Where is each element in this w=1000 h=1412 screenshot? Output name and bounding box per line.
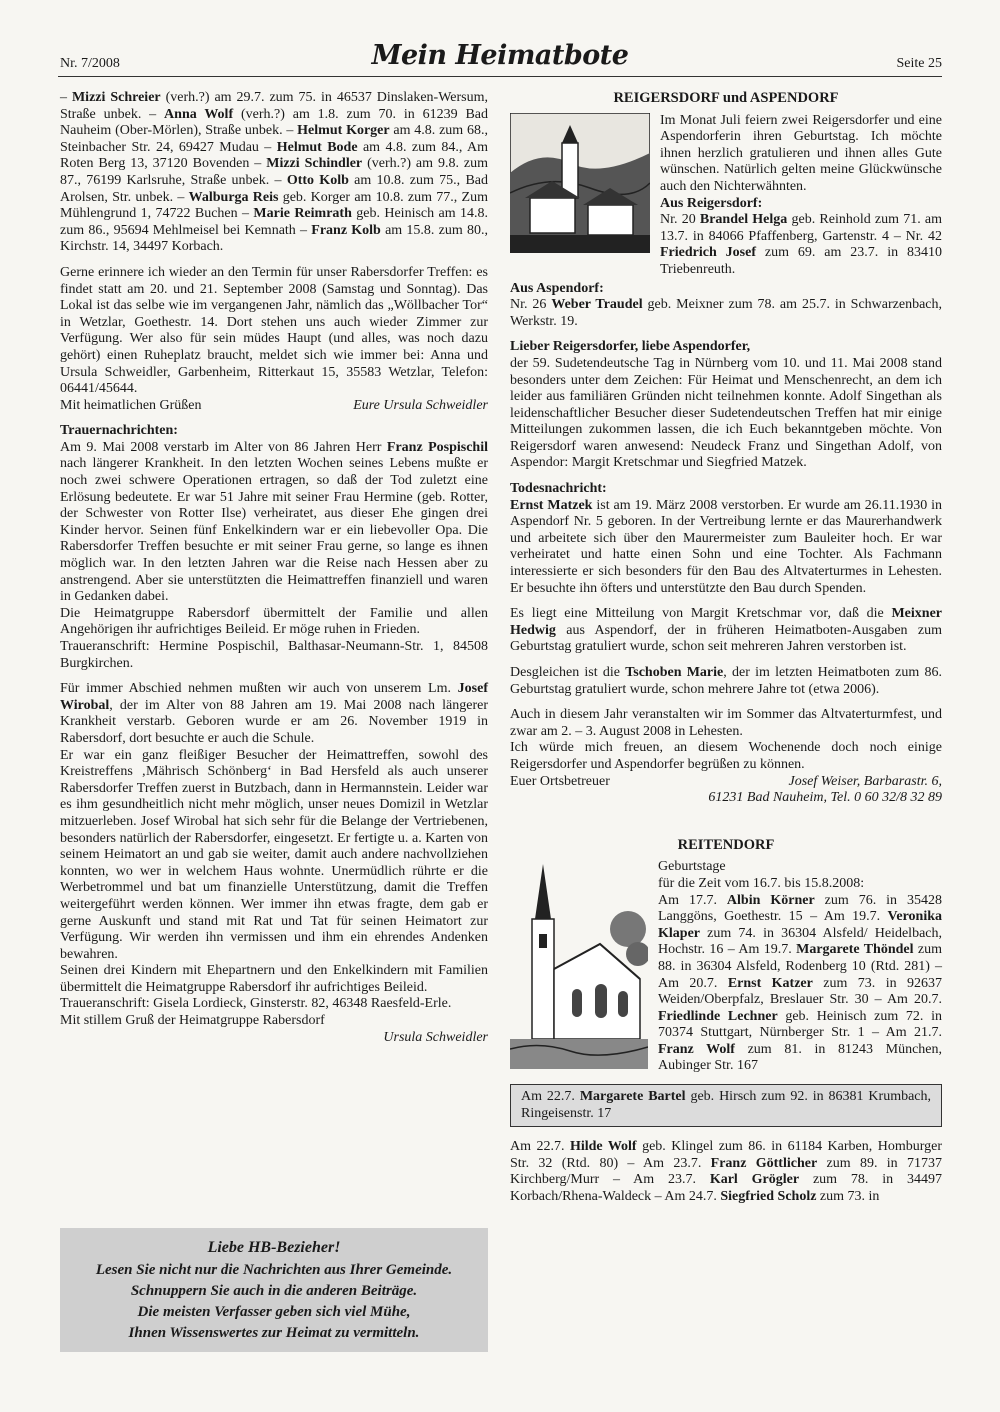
bold-name: Albin Körner [726,892,815,908]
bold-name: Margarete Bartel [579,1089,686,1105]
aus-reigersdorf-heading: Aus Reigersdorf: [660,195,763,211]
reitendorf-period: für die Zeit vom 16.7. bis 15.8.2008: [658,875,865,891]
bold-name: Tschoben Marie [625,665,724,680]
bold-name: Franz Wolf [658,1041,735,1057]
bold-name: Friedlinde Lechner [658,1008,778,1024]
obituary-wirobal-text: Er war ein ganz fleißiger Besucher der Heimattreffen, sowohl des Kreistreffens ‚Mährisch Schönberg‘ in Bad Hersfeld als auch unserer Rabersdorfer Treffen zuerst in Butzbach, dann in Hermannstein. Leider war es ihm gesundheitlich nicht mehr möglich, unser neues Domizil in Wetzlar mitzuerleben. Josef Wirobal hat sich sehr für die Belange der Vertriebenen, besonders natürlich der Rabersdorfer, eingesetzt. Er fertigte u. a. Karten von seinem Heimatort an und gab sie weiter, damit auch andere nachvollziehen konnten, wo wer in welchem Haus wohnte. Unermüdlich rührte er die Werbetrommel und bat um finanzielle Unterstützung, damit die Treffen weitergeführt werden können. Wer immer ihn etwas fragte, dem gab er gerne Auskunft und stand mit Rat und Tat für seinen Heimatort zur Verfügung. Wir werden ihn vermissen und ihm ein ehrendes Andenken bewahren. [60,747,488,962]
reitendorf-birthdays: Am 17.7. Albin Körner zum 76. in 35428 Langgöns, Goethestr. 15 – Am 19.7. Veronika Klaper zum 74. in 36304 Alsfeld/ Heidelbach, Hochstr. 16 – Am 19.7. Margarete Thöndel zum 88. in 36304 Alsfeld, Rodenberg 10 (Rtd. 281) – Am 20.7. Ernst Katzer zum 73. in 92637 Weiden/Oberpfalz, Breslauer Str. 30 – Am 20.7. Friedlinde Lechner geb. Heinisch zum 72. in 70374 Stuttgart, Nürnberger Str. 1 – Am 21.7. Franz Wolf zum 81. in 81243 München, Aubinger Str. 167 [658,892,943,1074]
reigersdorf-intro: Im Monat Juli feiern zwei Reigersdorfer und eine Aspendorferin ihren Geburtstag. Ich möchte ihnen herzlich gratulieren und ihnen alles Gute wünschen. Natürlich gelten meine Glückwünsche auch den Nichterwähnten. [660,112,942,194]
hb-reader-banner [60,1228,488,1352]
sudetendeutscher-tag-text: der 59. Sudetendeutsche Tag in Nürnberg vom 10. und 11. Mai 2008 stand besonders unter dem Zeichen: Für Heimat und Menschenrecht, an dem ich leider aus familiären Gründen nicht teilnehmen konnte. Adolf Singethan als leidenschaftlicher Besucher dieser Sudetendeutschen Treffen hat mir einige Mitteilungen zukommen lassen, die ich Euch bekanntgeben möchte. Von Reigersdorf waren anwesend: Neudeck Franz und Singethan Adolf, von Aspendor: Margit Kretschmar und Siegfried Matzek. [510,355,942,471]
banner-line: Schnuppern Sie auch in die anderen Beiträge. [130,1282,418,1299]
reitendorf-birthdays-continued: Am 22.7. Hilde Wolf geb. Klingel zum 86. in 61184 Karben, Homburger Str. 32 (Rtd. 80) – Am 23.7. Franz Göttlicher zum 89. in 71737 Kirchberg/Murr – Am 23.7. Karl Grögler zum 78. in 34497 Korbach/Rhena-Waldeck – Am 24.7. Siegfried Scholz zum 73. in [510,1139,943,1205]
obituary-pospischil-address: Traueranschrift: Hermine Pospischil, Balthasar-Neumann-Str. 1, 84508 Burgkirchen. [60,639,488,671]
betreuer-line [510,774,942,791]
bold-name: Walburga Reis [188,189,279,205]
betreuer-label: Euer Ortsbetreuer [510,773,610,789]
bold-name: Veronika Klaper [658,909,942,941]
bold-name: Weber Traudel [551,297,643,313]
bold-name: Marie Reimrath [253,206,352,222]
obituary-pospischil-condolence: Die Heimatgruppe Rabersdorf übermittelt der Familie und allen Angehörigen ihr aufrichtiges Beileid. Er möge ruhen in Frieden. [60,605,488,638]
village-church-icon [510,113,650,253]
reigersdorf-title: REIGERSDORF und ASPENDORF [613,90,839,106]
bold-name: Ernst Matzek [510,497,593,513]
banner-line: Lesen Sie nicht nur die Nachrichten aus Ihrer Gemeinde. [95,1261,453,1278]
bold-name: Mizzi Schindler [266,156,363,172]
reigersdorf-village-illustration [510,113,650,259]
bold-name: Franz Pospischil [386,439,488,455]
bold-name: Franz Kolb [311,222,381,238]
bold-name: Ernst Katzer [727,975,813,991]
rabersdorf-birthdays: – Mizzi Schreier (verh.?) am 29.7. zum 75. in 46537 Dinslaken-Wersum, Straße unbek. – Anna Wolf (verh.?) am 1.8. zum 70. in 61239 Bad Nauheim (Ober-Mörlen), Straße unbek. – Helmut Korger am 4.8. zum 68., Steinbacher Str. 24, 69427 Mudau – Helmut Bode am 4.8. zum 84., Am Roten Berg 13, 37120 Bovenden – Mizzi Schindler (verh.?) am 9.8. zum 87., 76199 Karlsruhe, Straße unbek. – Otto Kolb am 10.8. zum 75., Bad Arolsen, Str. unbek. – Walburga Reis geb. Korger am 10.8. zum 77., Zum Mühlengrund 1, 74722 Buchen – Marie Reimrath geb. Heinisch am 14.8. zum 86., 95694 Mehlmeisel bei Kemnath – Franz Kolb am 15.8. zum 80., Kirchstr. 14, 34497 Korbach. [60,90,489,255]
banner-line: Ihnen Wissenswertes zur Heimat zu vermitteln. [128,1324,420,1341]
bold-name: Margarete Thöndel [796,942,914,958]
masthead-logo: Mein Heimatbote [371,40,629,71]
betreuer-address: 61231 Bad Nauheim, Tel. 0 60 32/8 32 89 [708,790,942,806]
bold-name: Hilde Wolf [569,1139,637,1155]
highlighted-birthday: Am 22.7. Margarete Bartel geb. Hirsch zum 92. in 86381 Krumbach, Ringeisenstr. 17 [510,1084,942,1127]
todesnachricht-heading: Todesnachricht: [510,481,607,497]
issue-number: Nr. 7/2008 [60,56,120,71]
bold-name: Karl Grögler [709,1172,800,1188]
bold-name: Meixner Hedwig [510,606,942,638]
aspendorf-birthdays: Nr. 26 Weber Traudel geb. Meixner zum 78. am 25.7. in Schwarzenbach, Werkstr. 19. [510,297,943,329]
obituary-pospischil: Am 9. Mai 2008 verstarb im Alter von 86 Jahren Herr Franz Pospischil nach längerer Krankheit. In den letzten Wochen seines Lebens mußte er noch zwei schwere Operationen ertragen, so daß der Tod zuletzt eine Erlösung bedeutete. Er war 51 Jahre mit seiner Frau Hermine (geb. Rotter, der Schwester von Rotter Ilse) verheiratet, aus dieser Ehe gingen drei Kinder hervor. Seinen fünf Enkelkindern war er ein liebevoller Opa. Die Rabersdorfer Treffen besuchte er mit seiner Frau gerne, so lange es ihnen möglich war. In den letzten Jahren war die Reise nach Hessen aber zu anstrengend. Aber sie unterstützten die Heimattreffen finanziell und waren in Gedanken dabei. [60,439,488,605]
header-rule [58,76,942,77]
right-column [510,90,942,1206]
banner-line: Die meisten Verfasser geben sich viel Mühe, [137,1303,411,1320]
banner-title: Liebe HB-Bezieher! [207,1238,341,1256]
bold-name: Otto Kolb [286,172,349,188]
obituary-wirobal: Für immer Abschied nehmen mußten wir auch von unserem Lm. Josef Wirobal, der im Alter von 88 Jahren am 19. Mai 2008 nach längerer Krankheit verstarb. Geboren wurde er am 26. November 1919 in Rabersdorf, dort besuchte er auch die Schule. [60,681,488,746]
aus-aspendorf-heading: Aus Aspendorf: [510,280,604,296]
treffen-invitation: Gerne erinnere ich wieder an den Termin für unser Rabersdorfer Treffen: es findet statt am 20. und 21. September 2008 (Samstag und Sonntag). Das Lokal ist das selbe wie im vergangenen Jahr, nämlich das „Wöllbacher Tor“ in Wetzlar, Goethestr. 14. Dort stehen uns auch wieder Zimmer zur Verfügung. Wer also für sein müdes Haupt (und alles, was noch dazu gehört) einen Ruheplatz braucht, meldet sich wie immer bei: Anna und Ursula Schweidler, Garbenheim, Ritterkaut 15, 35583 Wetzlar, Telefon: 06441/45644. [60,264,488,397]
bold-name: Helmut Korger [297,123,390,139]
page-number: Seite 25 [896,56,942,71]
obituary-wirobal-address: Traueranschrift: Gisela Lordieck, Ginsterstr. 82, 46348 Raesfeld-Erle. [60,996,452,1012]
greeting-line [60,398,488,415]
liebe-heading: Lieber Reigersdorfer, liebe Aspendorfer, [510,339,751,355]
bold-name: Brandel Helga [699,212,788,228]
notice-meixner: Es liegt eine Mitteilung von Margit Kretschmar vor, daß die Meixner Hedwig aus Aspendorf, der in früheren Heimatboten-Ausgaben zum Geburtstag gratuliert wurde, schon seit mehreren Jahren verstorben ist. [510,606,942,655]
bold-name: Franz Göttlicher [710,1155,818,1171]
obituary-wirobal-closing: Mit stillem Gruß der Heimatgruppe Rabersdorf [60,1013,325,1029]
bold-name: Siegfried Scholz [720,1189,817,1205]
bold-name: Anna Wolf [164,106,234,122]
church-icon [510,859,648,1069]
obituary-matzek: Ernst Matzek ist am 19. März 2008 verstorben. Er wurde am 26.11.1930 in Aspendorf Nr. 5 geboren. In der Vertreibung lernte er das Maurerhandwerk und arbeitete sich über den Maurermeister zum Bauleiter hoch. Er war verheiratet und hatte einen Sohn und eine Tochter. Als Fachmann interessierte er sich besonders für den Bau des Altvaterturmes in Lehesten. Er besuchte ihn öfters und unterstützte den Bau durch Spenden. [510,497,942,596]
greeting-left: Mit heimatlichen Grüßen [60,397,202,413]
bold-name: Josef Wirobal [60,681,488,713]
bold-name: Friedrich Josef [660,245,756,261]
bold-name: Mizzi Schreier [71,90,161,105]
trauer-heading: Trauernachrichten: [60,423,178,439]
reigersdorf-birthdays: Nr. 20 Brandel Helga geb. Reinhold zum 71. am 13.7. in 84066 Pfaffenberg, Gartenstr. 4 – Nr. 42 Friedrich Josef zum 69. am 23.7. in 83410 Triebenreuth. [660,212,942,277]
reitendorf-geburtstage-label: Geburtstage [658,859,726,875]
notice-tschoben: Desgleichen ist die Tschoben Marie, der im letzten Heimatboten zum 86. Geburtstag gratuliert wurde, schon mehrere Jahre tot (etwa 2006). [510,665,942,697]
obituary-wirobal-signature: Ursula Schweidler [383,1029,488,1045]
betreuer-name: Josef Weiser, Barbarastr. 6, [788,773,942,789]
reitendorf-title: REITENDORF [677,836,775,853]
bold-name: Helmut Bode [276,139,358,155]
altvater-fest: Auch in diesem Jahr veranstalten wir im Sommer das Altvaterturmfest, und zwar am 2. – 3. August 2008 in Lehesten. [510,707,942,739]
reitendorf-church-illustration [510,859,648,1075]
obituary-wirobal-condolence: Seinen drei Kindern mit Ehepartnern und den Enkelkindern mit Familien übermittelt die Heimatgruppe Rabersdorf ihr aufrichtiges Beileid. [60,963,488,995]
left-column [60,90,488,1046]
greeting-signature: Eure Ursula Schweidler [353,397,488,413]
altvater-invite: Ich würde mich freuen, an diesem Wochenende doch noch einige Reigersdorfer und Aspendorfer begrüßen zu können. [510,740,942,772]
